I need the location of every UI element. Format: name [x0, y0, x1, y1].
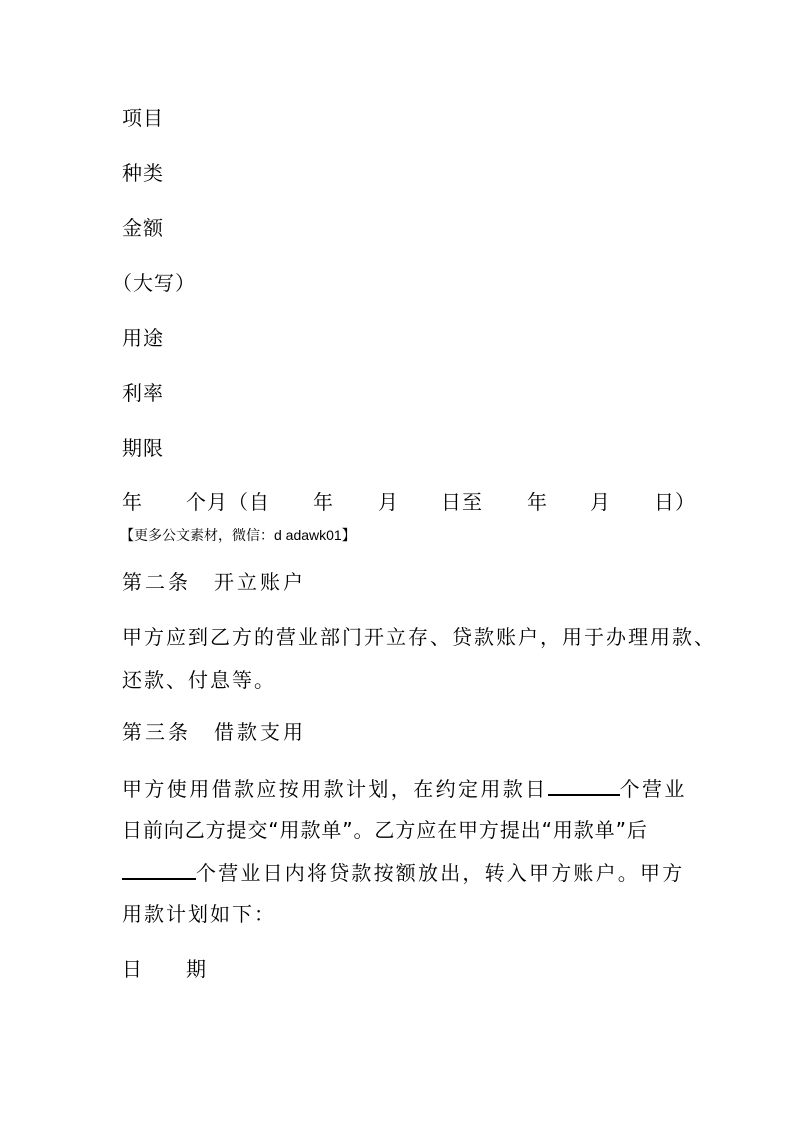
term-year-2: 年: [527, 490, 548, 514]
article-3-line-4: 用款计划如下：: [122, 902, 276, 926]
field-rate: 利率: [122, 381, 164, 405]
term-months-from: 个月（自: [186, 490, 270, 514]
date-header-char-2: 期: [186, 957, 207, 981]
term-year: 年: [122, 490, 143, 514]
article-3-line-1: [122, 776, 687, 801]
term-day-2: 日）: [654, 490, 696, 514]
field-amount-upper: （大写）: [112, 271, 196, 295]
article-3-line-1-text: 甲方使用借款应按用款计划，在约定用款日: [122, 777, 548, 801]
field-item: 项目: [122, 106, 164, 130]
term-month-2: 月: [590, 490, 611, 514]
date-header-char-1: 日: [122, 957, 143, 981]
article-3-line-2: 日前向乙方提交“用款单”。乙方应在甲方提出“用款单”后: [122, 818, 648, 842]
field-usage: 用途: [122, 326, 164, 350]
field-term: 期限: [122, 436, 164, 460]
blank-field-days-after[interactable]: [122, 860, 196, 880]
article-2-title: 第二条 开立账户: [122, 570, 306, 594]
article-3-line-3: [122, 860, 684, 885]
article-3-line-1-tail: 个营业: [619, 777, 687, 801]
article-3-title: 第三条 借款支用: [122, 720, 306, 744]
term-month-1: 月: [378, 490, 399, 514]
field-kind: 种类: [122, 161, 164, 185]
blank-field-days-before[interactable]: [548, 776, 620, 796]
article-2-body-line-2: 还款、付息等。: [122, 668, 276, 692]
term-year-1: 年: [313, 490, 334, 514]
term-day-1-to: 日至: [441, 490, 483, 514]
article-2-body-line-1: 甲方应到乙方的营业部门开立存、贷款账户，用于办理用款、: [122, 625, 716, 649]
field-amount: 金额: [122, 216, 164, 240]
promo-note: 【更多公文素材，微信：d adawk01】: [120, 527, 356, 543]
article-3-line-3-text: 个营业日内将贷款按额放出，转入甲方账户。甲方: [196, 861, 685, 885]
